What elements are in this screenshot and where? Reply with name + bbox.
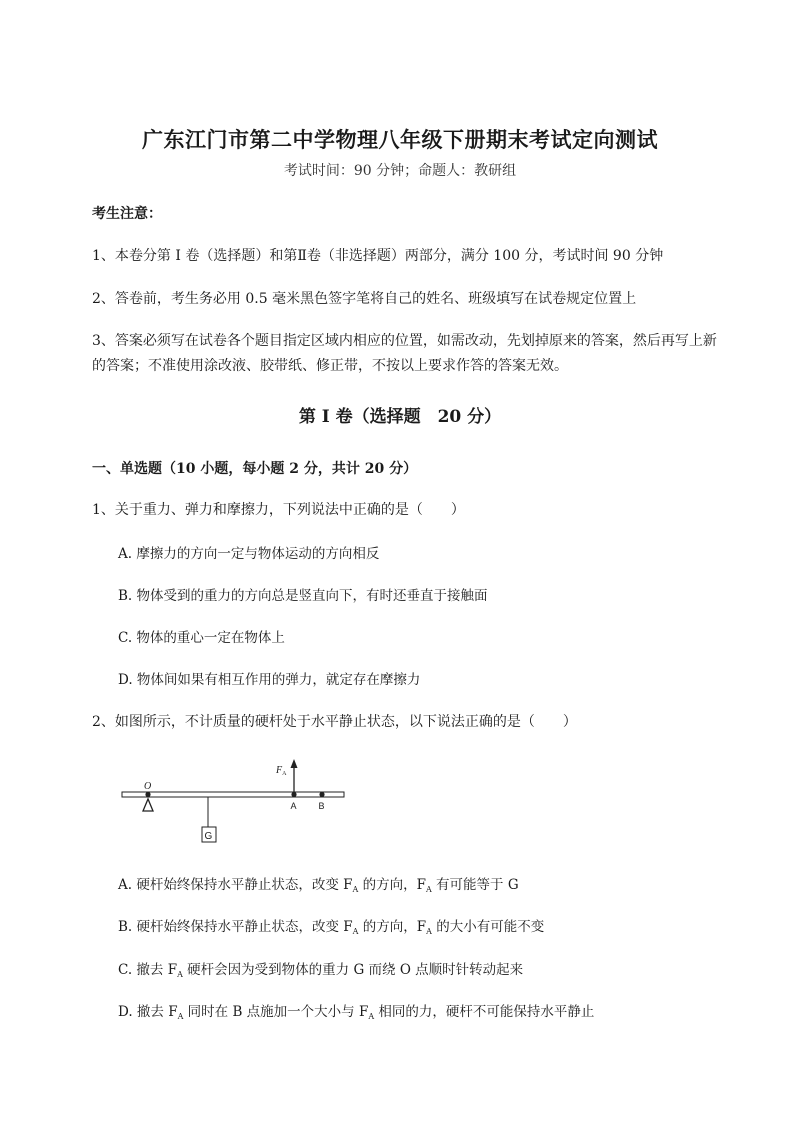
question-2-option-b: B. 硬杆始终保持水平静止状态，改变 $F_A$ 的方向，$F_A$ 的大小有可能不变 [118,919,545,936]
notice-item-3-line-1: 3、答案必须写在试卷各个题目指定区域内相应的位置，如需改动，先划掉原来的答案，然后再写上新 [92,333,717,349]
exam-info: 考试时间：90 分钟；命题人：教研组 [283,163,517,179]
part-heading: 一、单选题（10 小题，每小题 2 分，共计 20 分） [92,461,418,477]
force-label: $F_A$ [276,765,287,777]
section-title: 第 I 卷（选择题 20 分） [298,407,502,427]
question-2-stem: 2、如图所示，不计质量的硬杆处于水平静止状态，以下说法正确的是（ ） [92,714,577,730]
force-arrow-head [291,759,298,768]
lever-rod [122,792,344,797]
question-1-option-b: B. 物体受到的重力的方向总是竖直向下，有时还垂直于接触面 [118,588,488,604]
question-1-option-c: C. 物体的重心一定在物体上 [118,630,285,646]
point-b [319,792,324,797]
question-1-option-d: D. 物体间如果有相互作用的弹力，就定存在摩擦力 [118,672,421,688]
question-2-option-d: D. 撤去 $F_A$ 同时在 B 点施加一个大小与 $F_A$ 相同的力，硬杆不可能保持水平静止 [118,1004,595,1021]
pivot-label: O [144,781,152,792]
point-a-label: A [290,801,297,811]
point-b-label: B [318,801,325,811]
lever-diagram [118,755,358,845]
pivot-icon [143,799,153,811]
question-1-option-a: A. 摩擦力的方向一定与物体运动的方向相反 [118,546,380,562]
pivot-point [145,792,150,797]
notice-item-2: 2、答卷前，考生务必用 0.5 毫米黑色签字笔将自己的姓名、班级填写在试卷规定位置上 [92,291,637,307]
question-2-option-a: A. 硬杆始终保持水平静止状态，改变 $F_A$ 的方向，$F_A$ 有可能等于 G [118,877,519,894]
weight-label: G [204,831,213,842]
notice-item-1: 1、本卷分第 I 卷（选择题）和第Ⅱ卷（非选择题）两部分，满分 100 分，考试时间 90 分钟 [92,248,664,264]
page-title: 广东江门市第二中学物理八年级下册期末考试定向测试 [142,127,658,152]
notice-heading: 考生注意： [92,206,162,222]
question-1-stem: 1、关于重力、弹力和摩擦力，下列说法中正确的是（ ） [92,502,465,518]
point-a [291,792,296,797]
notice-item-3-line-2: 的答案；不准使用涂改液、胶带纸、修正带，不按以上要求作答的答案无效。 [92,358,568,374]
question-2-option-c: C. 撤去 $F_A$ 硬杆会因为受到物体的重力 G 而绕 O 点顺时针转动起来 [118,962,524,979]
